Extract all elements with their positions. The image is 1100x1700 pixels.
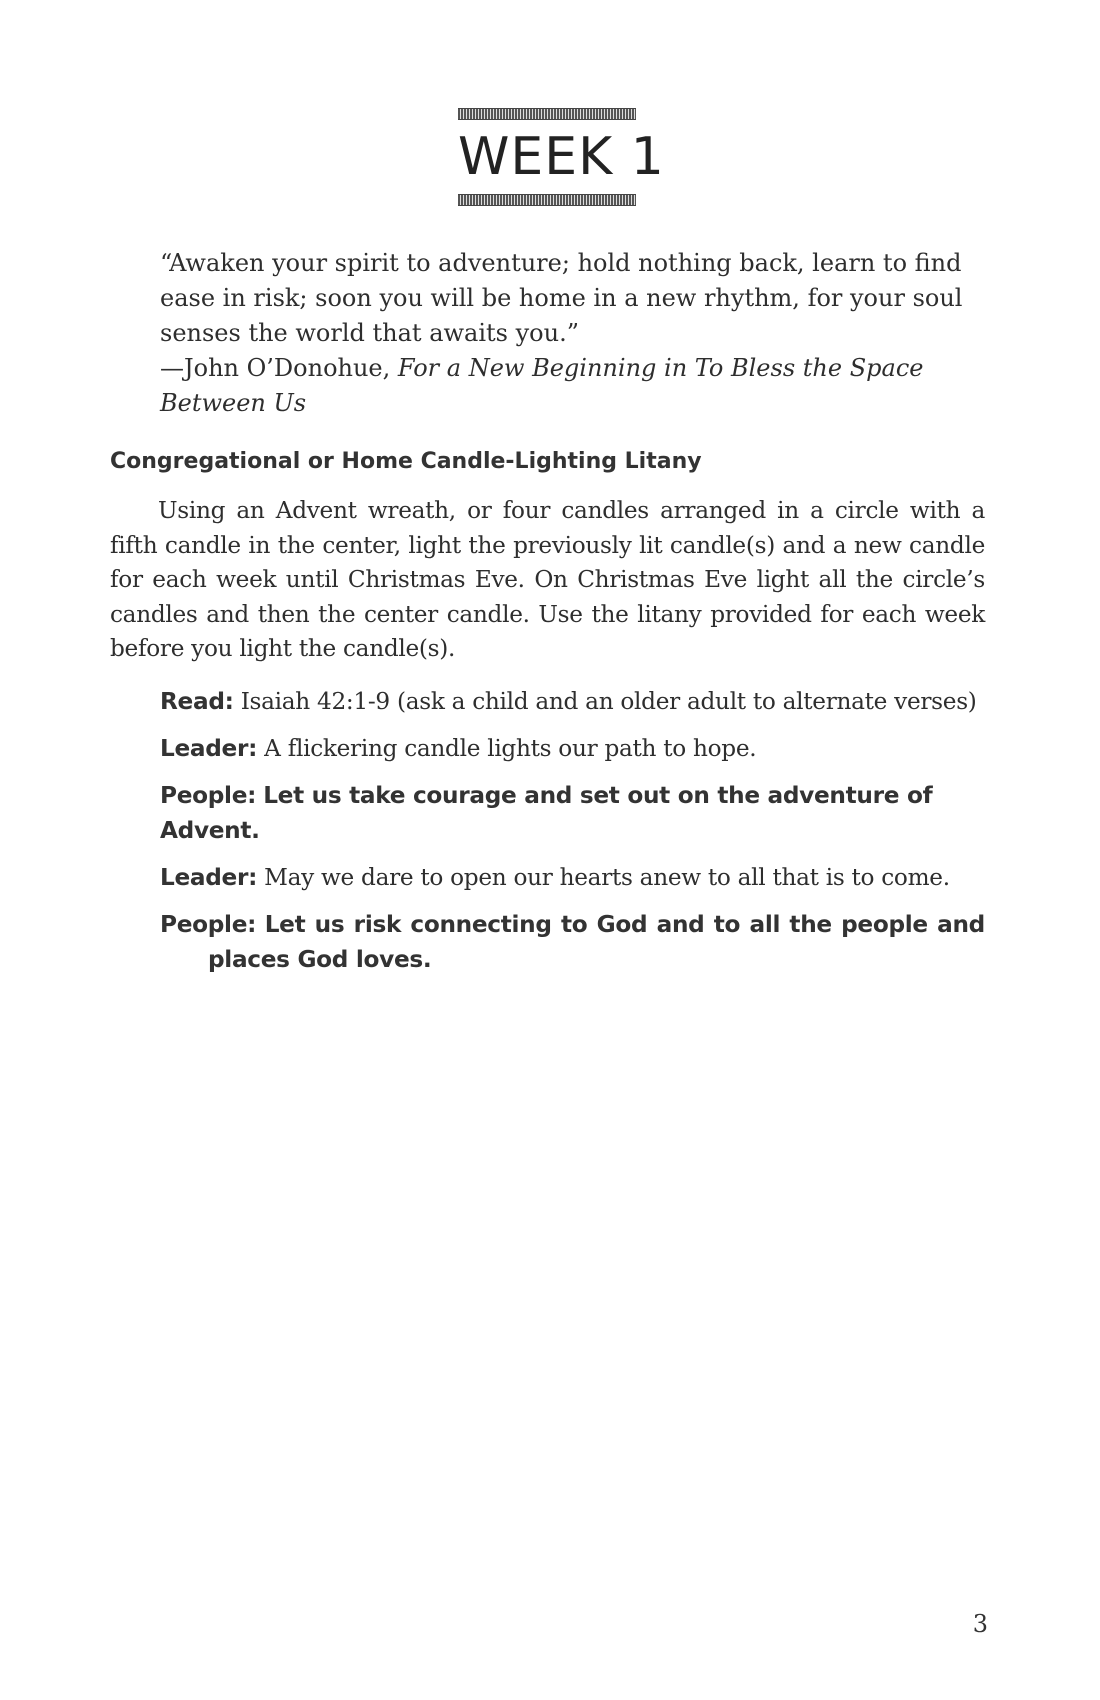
- litany-text: Isaiah 42:1-9 (ask a child and an older adult to alternate verses): [240, 688, 977, 715]
- instructions-paragraph: Using an Advent wreath, or four candles arranged in a circle with a fifth candle in the center, light the previously lit candle(s) and a new candle for each week until Christmas Eve. On Christmas Eve light all the circle’s candles and then the center candle. Use the litany provided for each week before you light the candle(s).: [110, 497, 985, 662]
- litany-label: Leader:: [160, 864, 258, 891]
- litany-label: People:: [160, 911, 257, 938]
- litany-text: May we dare to open our hearts anew to all that is to come.: [264, 864, 950, 891]
- attribution-author: —John O’Donohue,: [160, 354, 398, 382]
- litany-text: Let us risk connecting to God and to all the people and places God loves.: [208, 911, 985, 973]
- title-rule-bottom: [458, 194, 636, 206]
- title-rule-top: [458, 108, 636, 120]
- epigraph-quote: “Awaken your spirit to adventure; hold nothing back, learn to find ease in risk; soon you will be home in a new rhythm, for your soul senses the world that awaits you.”: [160, 249, 963, 347]
- title-block: [458, 108, 665, 206]
- page-title: WEEK 1: [458, 127, 665, 187]
- litany-line-leader: [160, 731, 985, 766]
- section-heading: Congregational or Home Candle-Lighting Litany: [110, 449, 702, 474]
- epigraph: [160, 246, 970, 421]
- litany-text: A flickering candle lights our path to hope.: [264, 735, 757, 762]
- litany-line-leader: [160, 860, 985, 895]
- attribution-work: For a New Beginning in To Bless the Space Between Us: [160, 354, 924, 417]
- litany-line-people: [160, 778, 985, 848]
- litany: [160, 684, 985, 989]
- epigraph-attribution: [160, 351, 970, 421]
- litany-line-read: [160, 684, 985, 719]
- litany-label: Read:: [160, 688, 234, 715]
- litany-label: Leader:: [160, 735, 258, 762]
- litany-label: People:: [160, 782, 257, 809]
- litany-line-people: [160, 907, 985, 977]
- litany-text: Let us take courage and set out on the adventure of Advent.: [160, 782, 933, 844]
- page-number: 3: [972, 1610, 988, 1638]
